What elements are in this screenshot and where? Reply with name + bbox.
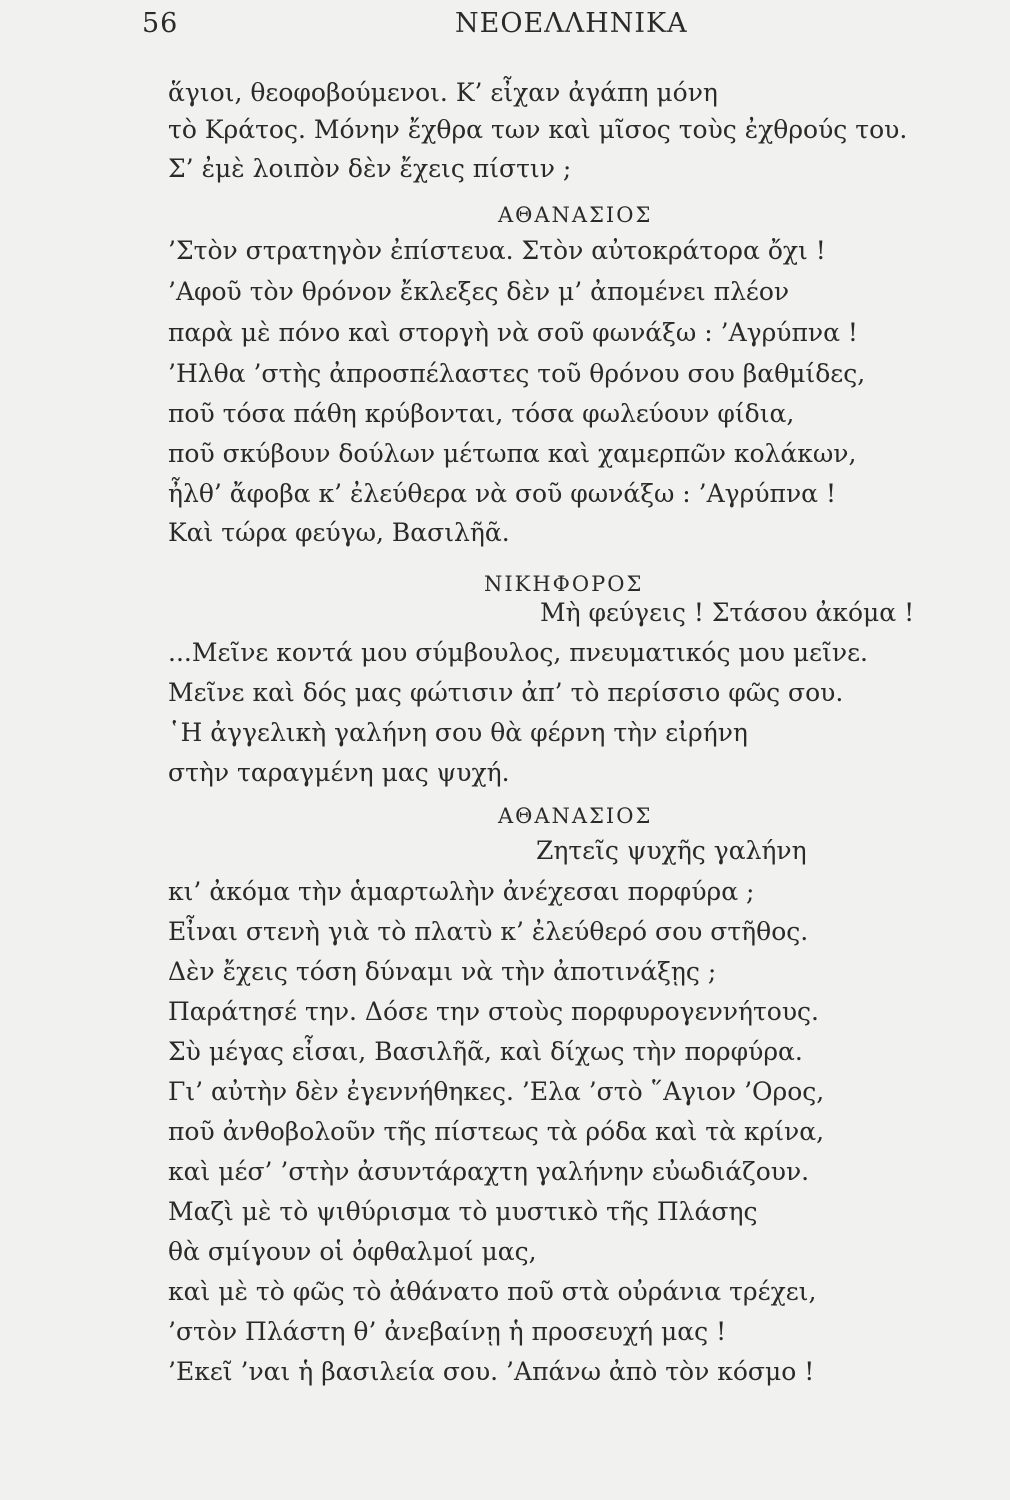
- verse-line: ῾Η ἀγγελικὴ γαλήνη σου θὰ φέρνη τὴν εἰρήνη: [168, 718, 748, 747]
- verse-line: καὶ μὲ τὸ φῶς τὸ ἀθάνατο ποῦ στὰ οὐράνια τρέχει,: [168, 1277, 817, 1306]
- running-title: ΝΕΟΕΛΛΗΝΙΚΑ: [455, 8, 688, 39]
- verse-line: ἅγιοι, θεοφοβούμενοι. Κ’ εἶχαν ἀγάπη μόνη: [168, 78, 718, 107]
- verse-line: Μαζὶ μὲ τὸ ψιθύρισμα τὸ μυστικὸ τῆς Πλάσης: [168, 1197, 758, 1226]
- verse-line: ποῦ τόσα πάθη κρύβονται, τόσα φωλεύουν φίδια,: [168, 399, 795, 428]
- verse-line: θὰ σμίγουν οἱ ὀφθαλμοί μας,: [168, 1237, 537, 1266]
- verse-line: Μεῖνε καὶ δός μας φώτισιν ἀπ’ τὸ περίσσιο φῶς σου.: [168, 678, 844, 707]
- verse-line: τὸ Κράτος. Μόνην ἔχθρα των καὶ μῖσος τοὺς ἐχθρούς του.: [168, 115, 908, 144]
- verse-line: ποῦ ἀνθοβολοῦν τῆς πίστεως τὰ ρόδα καὶ τὰ κρίνα,: [168, 1117, 825, 1146]
- verse-line: ’Ηλθα ’στὴς ἀπροσπέλαστες τοῦ θρόνου σου βαθμίδες,: [168, 359, 866, 388]
- verse-line: ποῦ σκύβουν δούλων μέτωπα καὶ χαμερπῶν κολάκων,: [168, 439, 857, 468]
- page-number: 56: [142, 8, 179, 39]
- verse-line: παρὰ μὲ πόνο καὶ στοργὴ νὰ σοῦ φωνάξω : ’Αγρύπνα !: [168, 318, 858, 347]
- speaker-name: ΝΙΚΗΦΟΡΟΣ: [484, 572, 644, 596]
- verse-line: ἦλθ’ ἄφοβα κ’ ἐλεύθερα νὰ σοῦ φωνάξω : ’Αγρύπνα !: [168, 479, 837, 508]
- verse-line: Εἶναι στενὴ γιὰ τὸ πλατὺ κ’ ἐλεύθερό σου στῆθος.: [168, 917, 809, 946]
- verse-line: Ζητεῖς ψυχῆς γαλήνη: [536, 836, 807, 865]
- verse-line: Σ’ ἐμὲ λοιπὸν δὲν ἔχεις πίστιν ;: [168, 154, 572, 183]
- verse-line: Μὴ φεύγεις ! Στάσου ἀκόμα !: [540, 598, 915, 627]
- verse-line: ’Εκεῖ ’ναι ἡ βασιλεία σου. ’Απάνω ἀπὸ τὸν κόσμο !: [168, 1357, 815, 1386]
- verse-line: στὴν ταραγμένη μας ψυχή.: [168, 758, 510, 787]
- verse-line: Γι’ αὐτὴν δὲν ἐγεννήθηκες. ’Ελα ’στὸ ῞Αγιον ’Ορος,: [168, 1077, 825, 1106]
- verse-line: ...Μεῖνε κοντά μου σύμβουλος, πνευματικός μου μεῖνε.: [168, 638, 868, 667]
- verse-line: Παράτησέ την. Δόσε την στοὺς πορφυρογεννήτους.: [168, 997, 819, 1026]
- verse-line: ’στὸν Πλάστη θ’ ἀνεβαίνῃ ἡ προσευχή μας !: [168, 1317, 727, 1346]
- verse-line: ’Αφοῦ τὸν θρόνον ἔκλεξες δὲν μ’ ἀπομένει πλέον: [168, 277, 790, 306]
- verse-line: καὶ μέσ’ ’στὴν ἀσυντάραχτη γαλήνην εὐωδιάζουν.: [168, 1157, 810, 1186]
- speaker-name: ΑΘΑΝΑΣΙΟΣ: [498, 203, 653, 227]
- verse-line: Σὺ μέγας εἶσαι, Βασιλῆᾶ, καὶ δίχως τὴν πορφύρα.: [168, 1037, 803, 1066]
- verse-line: ’Στὸν στρατηγὸν ἐπίστευα. Στὸν αὐτοκράτορα ὄχι !: [168, 236, 826, 265]
- verse-line: κι’ ἀκόμα τὴν ἁμαρτωλὴν ἀνέχεσαι πορφύρα ;: [168, 877, 755, 906]
- verse-line: Καὶ τώρα φεύγω, Βασιλῆᾶ.: [168, 518, 510, 547]
- verse-line: Δὲν ἔχεις τόση δύναμι νὰ τὴν ἀποτινάξῃς ;: [168, 957, 717, 986]
- speaker-name: ΑΘΑΝΑΣΙΟΣ: [498, 804, 653, 828]
